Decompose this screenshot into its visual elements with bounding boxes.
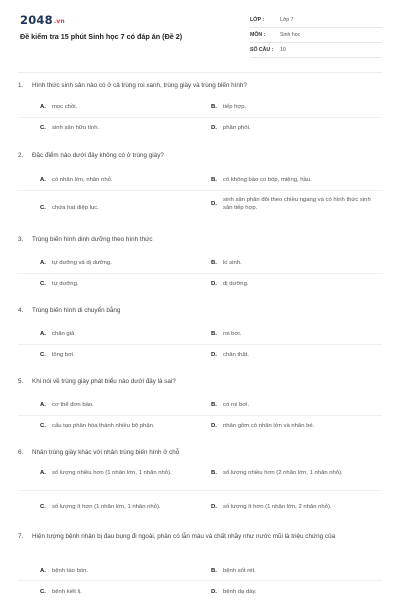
question-body: Trùng biến hình di chuyển bằng [32, 307, 121, 314]
option-b[interactable] [211, 469, 373, 477]
option-c[interactable] [40, 124, 202, 132]
option-d[interactable] [211, 503, 373, 511]
option-letter: D. [211, 589, 217, 595]
option-letter: C. [40, 589, 46, 595]
option-d[interactable] [211, 351, 373, 359]
meta-row-class [250, 13, 382, 28]
question-text [18, 533, 382, 542]
option-letter: C. [40, 281, 46, 287]
question-body: Trùng biến hình dinh dưỡng theo hình thức [32, 236, 153, 243]
option-b[interactable] [211, 567, 373, 575]
option-text: mọc chồi. [52, 104, 78, 110]
option-text: số lượng nhiều hơn (1 nhân lớn, 1 nhân nhỏ). [52, 470, 172, 476]
option-text: bệnh sốt rét. [223, 568, 256, 574]
question-7 [18, 533, 382, 595]
option-text: nhân gồm có nhân lớn và nhân bé. [223, 423, 315, 429]
option-text: bệnh dạ dày. [223, 589, 257, 595]
option-letter: D. [211, 125, 217, 131]
option-b[interactable] [211, 330, 373, 338]
option-b[interactable] [211, 259, 373, 267]
question-number: 4. [18, 307, 24, 314]
option-letter: C. [40, 423, 46, 429]
option-letter: D. [211, 201, 217, 207]
row-divider [18, 273, 382, 274]
exam-header [0, 0, 400, 68]
question-text [18, 307, 382, 316]
option-letter: B. [211, 331, 217, 337]
option-a[interactable] [40, 401, 202, 409]
option-letter: A. [40, 331, 46, 337]
meta-row-subject [250, 28, 382, 43]
option-text: cơ thể đơn bào. [52, 402, 94, 408]
option-letter: B. [211, 177, 217, 183]
header-divider [18, 72, 382, 73]
meta-row-count [250, 43, 382, 58]
option-b[interactable] [211, 401, 373, 409]
option-c[interactable] [40, 422, 202, 430]
option-text: dị dưỡng. [223, 281, 249, 287]
question-2 [18, 152, 382, 211]
question-text [18, 236, 382, 245]
option-text: chân thật. [223, 352, 249, 358]
option-letter: B. [211, 568, 217, 574]
question-5 [18, 378, 382, 429]
question-number: 6. [18, 449, 24, 456]
option-text: có nhân lớn, nhân nhỏ. [52, 177, 113, 183]
option-text: cấu tạo phân hóa thành nhiều bộ phận. [52, 423, 155, 429]
option-a[interactable] [40, 567, 202, 575]
site-logo[interactable] [20, 13, 65, 27]
option-text: lông bơi. [52, 352, 75, 358]
meta-value: Sinh học [280, 32, 301, 38]
option-text: chứa hạt diệp lục. [52, 205, 99, 211]
option-a[interactable] [40, 330, 202, 338]
option-text: kí sinh. [223, 260, 242, 266]
option-text: tự dưỡng và dị dưỡng. [52, 260, 112, 266]
question-1 [18, 82, 382, 131]
option-a[interactable] [40, 176, 202, 184]
meta-label: LỚP : [250, 17, 265, 23]
logo-text: 2048 [20, 13, 53, 27]
option-letter: D. [211, 504, 217, 510]
question-number: 7. [18, 533, 24, 540]
option-a[interactable] [40, 103, 202, 111]
question-body: Hiện tượng bệnh nhân bị đau bụng đi ngoài, phân có lẫn máu và chất nhầy như nước mũi là triệu chứng của [32, 533, 336, 540]
option-letter: C. [40, 504, 46, 510]
option-text: phân phôi. [223, 125, 251, 131]
option-letter: D. [211, 352, 217, 358]
option-text: có không bào co bóp, miệng, hầu. [223, 177, 312, 183]
option-c[interactable] [40, 588, 202, 596]
question-3 [18, 236, 382, 287]
option-letter: A. [40, 402, 46, 408]
row-divider [18, 580, 382, 581]
question-4 [18, 307, 382, 358]
option-d[interactable] [211, 196, 373, 212]
row-divider [18, 415, 382, 416]
option-letter: D. [211, 423, 217, 429]
option-letter: B. [211, 470, 217, 476]
question-text [18, 378, 382, 387]
question-number: 1. [18, 82, 24, 89]
option-text: sinh sản hữu tính. [52, 125, 100, 131]
logo-tld: .vn [53, 18, 65, 25]
option-a[interactable] [40, 469, 202, 477]
question-number: 5. [18, 378, 24, 385]
option-letter: A. [40, 177, 46, 183]
option-letter: A. [40, 104, 46, 110]
question-6 [18, 449, 382, 510]
option-letter: A. [40, 470, 46, 476]
option-text: có roi bơi. [223, 402, 250, 408]
meta-label: MÔN : [250, 32, 266, 38]
option-letter: B. [211, 402, 217, 408]
option-text: roi bơi. [223, 331, 242, 337]
meta-value: Lớp 7 [280, 17, 294, 23]
question-text [18, 449, 382, 458]
meta-label: SỐ CÂU : [250, 47, 274, 53]
option-c[interactable] [40, 351, 202, 359]
option-d[interactable] [211, 124, 373, 132]
option-c[interactable] [40, 204, 202, 212]
option-d[interactable] [211, 422, 373, 430]
option-d[interactable] [211, 588, 373, 596]
question-body: Khi nói về trùng giày phát biểu nào dưới đây là sai? [32, 378, 176, 385]
question-body: Nhân trùng giày khác với nhân trùng biến hình ở chỗ [32, 449, 180, 456]
option-text: số lượng ít hơn (1 nhân lớn, 2 nhân nhỏ). [223, 504, 332, 510]
row-divider [18, 490, 382, 491]
option-b[interactable] [211, 103, 373, 111]
exam-title: Đề kiểm tra 15 phút Sinh học 7 có đáp án (Đề 2) [20, 32, 183, 41]
question-text [18, 152, 382, 161]
meta-value: 10 [280, 47, 286, 53]
question-text [18, 82, 382, 91]
question-number: 3. [18, 236, 24, 243]
row-divider [18, 117, 382, 118]
question-number: 2. [18, 152, 24, 159]
option-letter: B. [211, 260, 217, 266]
option-letter: A. [40, 260, 46, 266]
option-text: số lượng ít hơn (1 nhân lớn, 1 nhân nhỏ). [52, 504, 161, 510]
option-letter: A. [40, 568, 46, 574]
option-c[interactable] [40, 280, 202, 288]
option-text: tự dưỡng. [52, 281, 79, 287]
question-body: Hình thức sinh sản nào có ở cả trùng roi xanh, trùng giày và trùng biến hình? [32, 82, 247, 89]
option-text: bệnh kiết lị. [52, 589, 82, 595]
option-letter: C. [40, 205, 46, 211]
exam-meta [250, 13, 382, 58]
option-d[interactable] [211, 280, 373, 288]
option-letter: C. [40, 125, 46, 131]
row-divider [18, 344, 382, 345]
option-text: chân giả [52, 331, 75, 337]
option-c[interactable] [40, 503, 202, 511]
option-letter: B. [211, 104, 217, 110]
option-letter: C. [40, 352, 46, 358]
option-text: sinh sản phân đôi theo chiều ngang và có hình thức sinh sản tiếp hợp. [223, 197, 371, 211]
row-divider [18, 190, 382, 191]
option-text: số lượng nhiều hơn (2 nhân lớn, 1 nhân nhỏ). [223, 470, 343, 476]
option-b[interactable] [211, 176, 373, 184]
option-letter: D. [211, 281, 217, 287]
option-text: bệnh táo bón. [52, 568, 89, 574]
option-text: tiếp hợp. [223, 104, 247, 110]
question-body: Đặc điểm nào dưới đây không có ở trùng giày? [32, 152, 164, 159]
option-a[interactable] [40, 259, 202, 267]
